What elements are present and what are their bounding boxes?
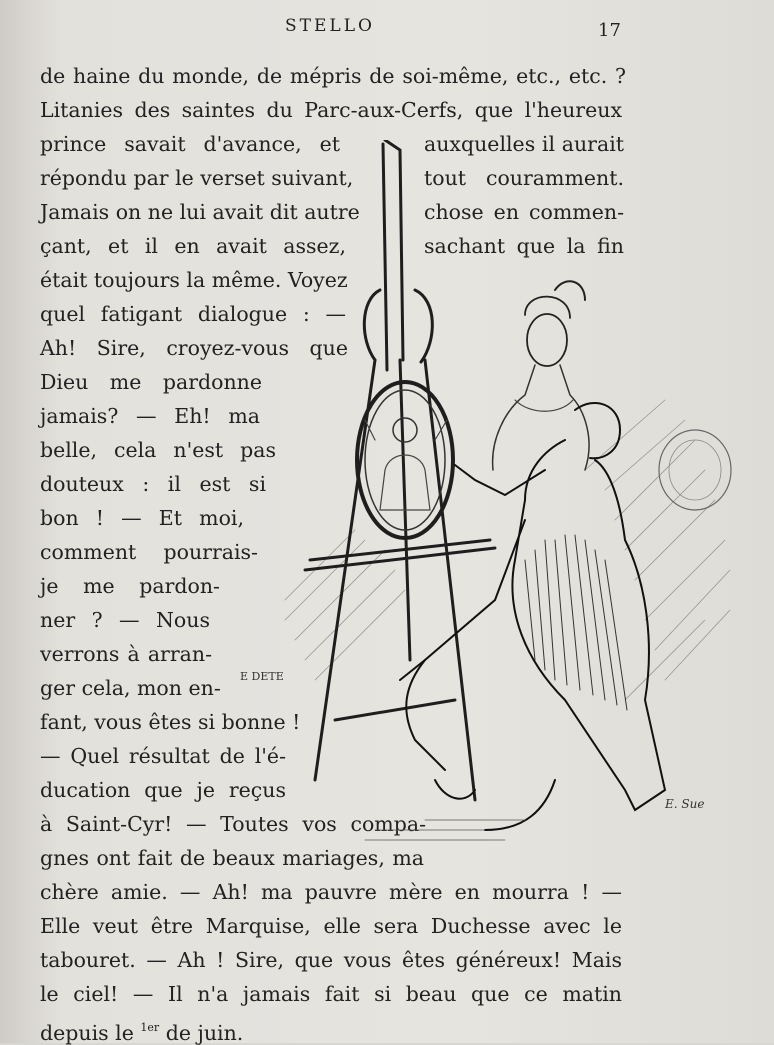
text-line: Jamais on ne lui avait dit autre — [40, 200, 360, 224]
text-line: je me pardon- — [40, 574, 220, 598]
artist-signature-left: E DETE — [240, 670, 284, 683]
text-line: de haine du monde, de mépris de soi-même, etc., etc. ? — [40, 64, 626, 88]
text-line: prince savait d'avance, et — [40, 132, 340, 156]
text-line: comment pourrais- — [40, 540, 258, 564]
text-line: Litanies des saintes du Parc-aux-Cerfs, que l'heureux — [40, 98, 622, 122]
last-line-end: de juin. — [165, 1021, 244, 1045]
artist-signature-right: E. Sue — [665, 797, 705, 811]
text-line-right: auxquelles il aurait — [424, 132, 624, 156]
text-line: fant, vous êtes si bonne ! — [40, 710, 301, 734]
text-line: était toujours la même. Voyez — [40, 268, 348, 292]
text-line: ger cela, mon en- — [40, 676, 221, 700]
text-line: verrons à arran- — [40, 642, 212, 666]
text-line: çant, et il en avait assez, — [40, 234, 346, 258]
text-line: tabouret. — Ah ! Sire, que vous êtes généreux! Mais — [40, 948, 622, 972]
text-line: jamais? — Eh! ma — [40, 404, 260, 428]
text-line-right: chose en commen- — [424, 200, 624, 224]
text-line: Ah! Sire, croyez-vous que — [40, 336, 348, 360]
text-line: quel fatigant dialogue : — — [40, 302, 346, 326]
last-line-start: depuis le — [40, 1021, 134, 1045]
text-line-last — [40, 1016, 243, 1045]
running-head-title: STELLO — [285, 16, 375, 36]
text-line: répondu par le verset suivant, — [40, 166, 354, 190]
text-line: à Saint-Cyr! — Toutes vos compa- — [40, 812, 426, 836]
text-line: le ciel! — Il n'a jamais fait si beau que ce matin — [40, 982, 622, 1006]
ordinal-superscript: 1er — [140, 1021, 160, 1034]
engraving-illustration — [225, 140, 745, 850]
text-line: ner ? — Nous — [40, 608, 210, 632]
text-line: Elle veut être Marquise, elle sera Duchesse avec le — [40, 914, 622, 938]
text-line: belle, cela n'est pas — [40, 438, 276, 462]
text-line: gnes ont fait de beaux mariages, ma — [40, 846, 424, 870]
text-line: — Quel résultat de l'é- — [40, 744, 286, 768]
text-line-right: sachant que la fin — [424, 234, 624, 258]
page-number: 17 — [598, 20, 621, 41]
text-line: ducation que je reçus — [40, 778, 286, 802]
text-line-right: tout couramment. — [424, 166, 624, 190]
text-line: bon ! — Et moi, — [40, 506, 244, 530]
text-line: Dieu me pardonne — [40, 370, 262, 394]
text-line: douteux : il est si — [40, 472, 266, 496]
text-line: chère amie. — Ah! ma pauvre mère en mourra ! — — [40, 880, 622, 904]
